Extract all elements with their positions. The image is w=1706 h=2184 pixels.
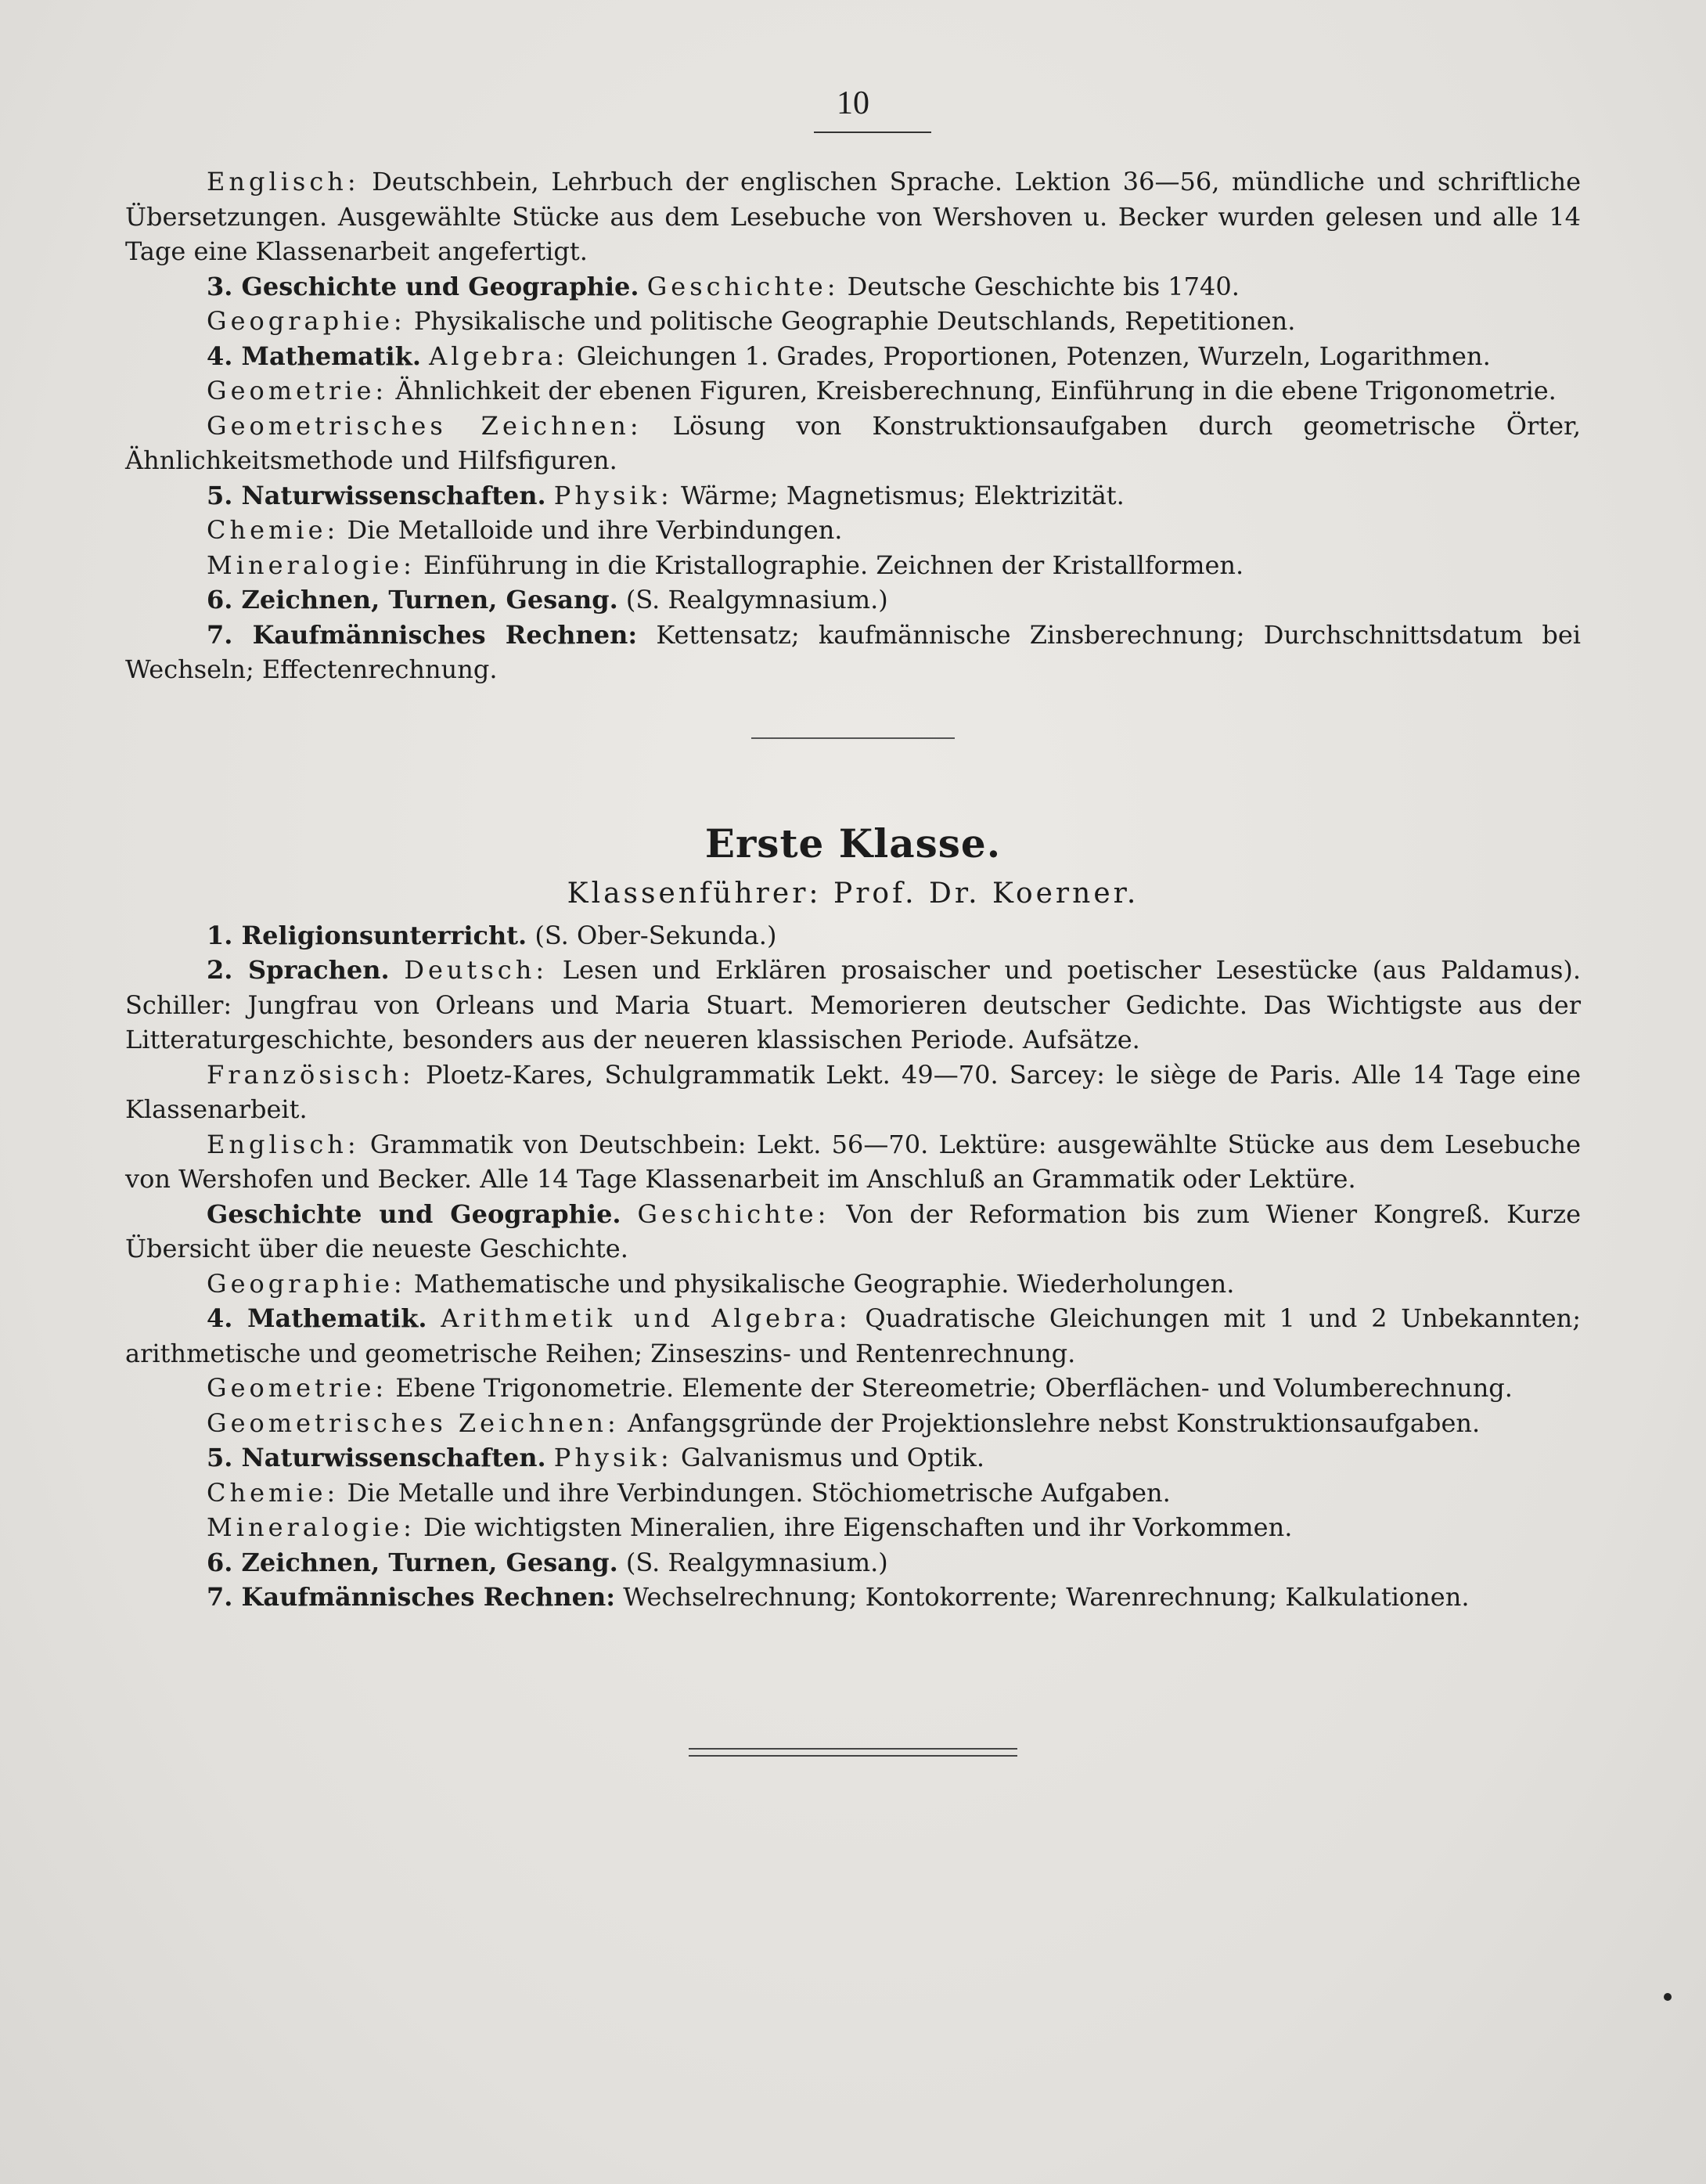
subject-text: Grammatik von Deutschbein: Lekt. 56—70. Lektüre: ausgewählte Stücke aus dem Lesebuche von Wershofen und Becker. Alle 14 Tage Klassenarbeit im Anschluß an Grammatik oder Lektüre.: [125, 1129, 1582, 1194]
subject-label: Geographie:: [207, 1268, 406, 1299]
subject-text: (S. Realgymnasium.): [625, 1547, 888, 1577]
subject-text: Mathematische und physikalische Geographie. Wiederholungen.: [413, 1268, 1235, 1299]
subject-text: Lesen und Erklären prosaischer und poetischer Lesestücke (aus Paldamus). Schiller: Jungfrau von Orleans und Maria Stuart. Memorieren deutscher Gedichte. Das Wichtigste aus der Litteraturgeschichte, besonders aus der neueren klassischen Periode. Aufsätze.: [125, 955, 1582, 1054]
subject-text: Wechselrechnung; Kontokorrente; Warenrechnung; Kalkulationen.: [623, 1582, 1470, 1612]
section-divider-rule: [751, 737, 955, 739]
subject-text: (S. Realgymnasium.): [625, 585, 888, 614]
closing-double-rule: [689, 1748, 1017, 1757]
item-heading: 7. Kaufmännisches Rechnen:: [207, 1582, 616, 1612]
subject-label: Arithmetik und Algebra:: [441, 1303, 851, 1333]
subject-text: Ploetz-Kares, Schulgrammatik Lekt. 49—70. Sarcey: le siège de Paris. Alle 14 Tage eine Klassenarbeit.: [125, 1059, 1582, 1124]
item-heading: 6. Zeichnen, Turnen, Gesang.: [207, 585, 618, 614]
ink-dot-mark: [1664, 1993, 1672, 2001]
franzoesisch-paragraph: [125, 1058, 1581, 1127]
item-6-line: [125, 582, 1581, 618]
englisch-paragraph: [125, 1127, 1581, 1197]
closing-rule-line: [689, 1755, 1017, 1757]
page-number: 10: [837, 85, 869, 121]
mineralogie-paragraph: [125, 548, 1581, 583]
subject-text: Gleichungen 1. Grades, Proportionen, Potenzen, Wurzeln, Logarithmen.: [576, 341, 1491, 371]
subject-label: Geometrie:: [207, 1373, 388, 1403]
item-7-paragraph: [125, 618, 1581, 687]
subject-label: Physik:: [553, 480, 673, 510]
subject-text: Deutschbein, Lehrbuch der englischen Sprache. Lektion 36—56, mündliche und schriftliche Übersetzungen. Ausgewählte Stücke aus dem Lesebuche von Wershoven u. Becker wurden gelesen und alle 14 Tage eine Klassenarbeit angefertigt.: [125, 167, 1582, 266]
mineralogie-paragraph: [125, 1510, 1581, 1545]
subject-text: Kettensatz; kaufmännische Zinsberechnung; Durchschnittsdatum bei Wechseln; Effectenrechnung.: [125, 619, 1582, 684]
item-heading: 5. Naturwissenschaften.: [207, 1443, 546, 1472]
subject-label: Geometrisches Zeichnen:: [207, 410, 642, 441]
item-heading: 2. Sprachen.: [207, 955, 390, 985]
geometrie-paragraph: [125, 1371, 1581, 1406]
item-2-paragraph: [125, 953, 1581, 1058]
chemie-paragraph: [125, 1476, 1581, 1511]
subject-label: Geschichte:: [646, 271, 840, 301]
geographie-paragraph: [125, 304, 1581, 339]
subject-label: Mineralogie:: [207, 1512, 416, 1542]
subject-label: Geometrisches Zeichnen:: [207, 1407, 620, 1438]
item-7-line: [125, 1580, 1581, 1615]
item-1-line: [125, 918, 1581, 953]
subject-label: Französisch:: [207, 1059, 415, 1090]
item-heading: 4. Mathematik.: [207, 341, 421, 371]
page-content: [125, 164, 1581, 1762]
subject-label: Geographie:: [207, 306, 406, 336]
subject-text: Quadratische Gleichungen mit 1 und 2 Unbekannten; arithmetische und geometrische Reihen; Zinseszins- und Rentenrechnung.: [125, 1303, 1582, 1368]
geometrisches-zeichnen-paragraph: [125, 409, 1581, 478]
subject-text: Die Metalloide und ihre Verbindungen.: [347, 515, 843, 545]
subject-text: Physikalische und politische Geographie Deutschlands, Repetitionen.: [413, 306, 1296, 336]
class-leader-label: Klassenführer:: [567, 878, 822, 910]
subject-label: Physik:: [553, 1443, 673, 1472]
geometrie-paragraph: [125, 373, 1581, 409]
item-3-heading-line: [125, 269, 1581, 305]
item-6-line: [125, 1545, 1581, 1580]
subject-label: Chemie:: [207, 515, 340, 545]
item-heading: 6. Zeichnen, Turnen, Gesang.: [207, 1547, 618, 1577]
subject-text: Wärme; Magnetismus; Elektrizität.: [681, 480, 1125, 510]
item-heading: Geschichte und Geographie.: [207, 1198, 621, 1229]
item-5-heading-line: [125, 478, 1581, 514]
item-heading: 4. Mathematik.: [207, 1303, 427, 1333]
subject-label: Englisch:: [207, 167, 360, 196]
englisch-paragraph: [125, 164, 1581, 269]
subject-text: Ebene Trigonometrie. Elemente der Stereometrie; Oberflächen- und Volumberechnung.: [395, 1373, 1513, 1403]
subject-label: Algebra:: [429, 341, 569, 371]
item-3-paragraph: [125, 1197, 1581, 1267]
item-heading: 1. Religionsunterricht.: [207, 920, 527, 950]
item-4-paragraph: [125, 1301, 1581, 1371]
item-heading: 7. Kaufmännisches Rechnen:: [207, 619, 638, 650]
subject-text: Anfangsgründe der Projektionslehre nebst Konstruktionsaufgaben.: [627, 1407, 1481, 1438]
geographie-paragraph: [125, 1267, 1581, 1302]
item-heading: 3. Geschichte und Geographie.: [207, 271, 639, 301]
subject-text: Lösung von Konstruktionsaufgaben durch geometrische Örter, Ähnlichkeitsmethode und Hilfsfiguren.: [125, 410, 1582, 475]
class-leader-name: Prof. Dr. Koerner.: [833, 878, 1139, 910]
subject-label: Geometrie:: [207, 376, 388, 405]
subject-text: Die wichtigsten Mineralien, ihre Eigenschaften und ihr Vorkommen.: [423, 1512, 1293, 1542]
page-number-rule: [814, 132, 931, 133]
subject-label: Deutsch:: [404, 955, 549, 985]
subject-label: Mineralogie:: [207, 550, 416, 580]
subject-text: Galvanismus und Optik.: [681, 1443, 985, 1472]
section-title: Erste Klasse.: [704, 820, 1002, 867]
subject-text: Einführung in die Kristallographie. Zeichnen der Kristallformen.: [423, 550, 1244, 580]
closing-rule-line: [689, 1748, 1017, 1750]
item-heading: 5. Naturwissenschaften.: [207, 480, 546, 510]
subject-text: (S. Ober-Sekunda.): [534, 920, 777, 950]
subject-label: Chemie:: [207, 1477, 340, 1508]
subject-label: Geschichte:: [637, 1198, 830, 1229]
subject-label: Englisch:: [207, 1129, 360, 1159]
erste-klasse-body: [125, 918, 1581, 1615]
subject-text: Die Metalle und ihre Verbindungen. Stöchiometrische Aufgaben.: [347, 1477, 1171, 1508]
chemie-paragraph: [125, 513, 1581, 548]
item-4-heading-line: [125, 339, 1581, 374]
geometrisches-zeichnen-paragraph: [125, 1406, 1581, 1441]
subject-text: Ähnlichkeit der ebenen Figuren, Kreisberechnung, Einführung in die ebene Trigonometrie.: [395, 376, 1557, 405]
subject-text: Von der Reformation bis zum Wiener Kongreß. Kurze Übersicht über die neueste Geschichte.: [125, 1198, 1582, 1263]
class-leader-line: [125, 877, 1581, 912]
subject-text: Deutsche Geschichte bis 1740.: [847, 271, 1240, 301]
item-5-heading-line: [125, 1440, 1581, 1476]
